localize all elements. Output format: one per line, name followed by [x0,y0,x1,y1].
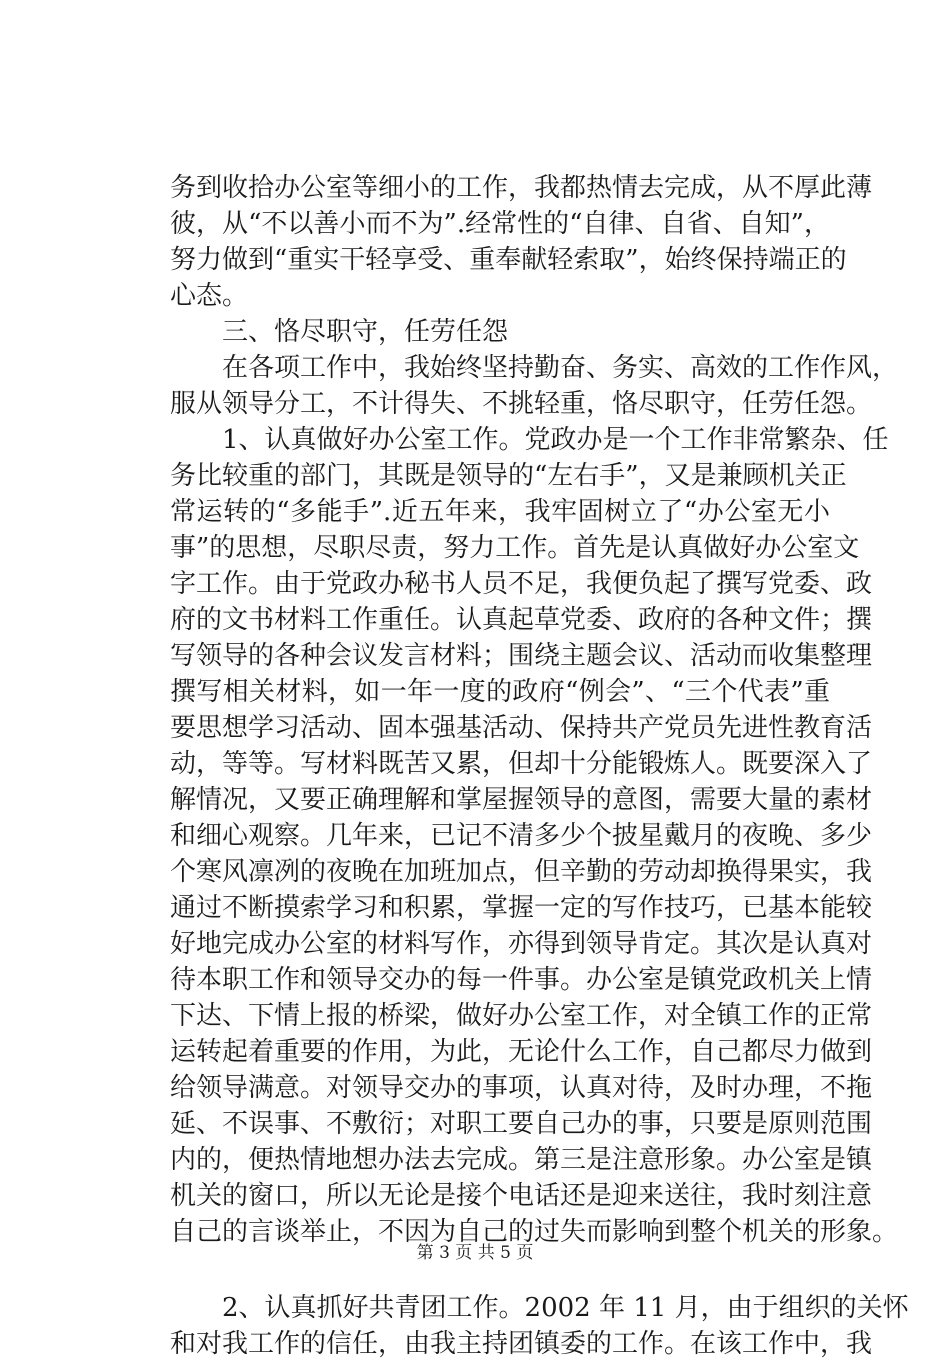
text-line: 和对我工作的信任，由我主持团镇委的工作。在该工作中，我 [170,1329,873,1359]
text-line: 写领导的各种会议发言材料；围绕主题会议、活动而收集整理 [170,641,873,671]
text-line: 1、认真做好办公室工作。党政办是一个工作非常繁杂、任 [222,425,889,455]
text-line: 运转起着重要的作用，为此，无论什么工作，自己都尽力做到 [170,1037,873,1067]
page-footer: 第 3 页 共 5 页 [416,1243,534,1263]
text-line: 务到收拾办公室等细小的工作，我都热情去完成，从不厚此薄 [170,173,873,203]
text-line: 个寒风凛冽的夜晚在加班加点，但辛勤的劳动却换得果实，我 [170,857,873,887]
text-line: 事”的思想，尽职尽责，努力工作。首先是认真做好办公室文 [170,533,860,563]
text-line: 解情况，又要正确理解和掌屋握领导的意图，需要大量的素材 [170,785,873,815]
text-line: 通过不断摸索学习和积累，掌握一定的写作技巧，已基本能较 [170,893,873,923]
text-line: 心态。 [170,281,249,311]
text-line: 动，等等。写材料既苦又累，但却十分能锻炼人。既要深入了 [170,749,873,779]
document-body [170,170,909,1362]
text-line: 彼，从“不以善小而不为”.经常性的“自律、自省、自知”， [170,209,830,239]
text-line: 和细心观察。几年来，已记不清多少个披星戴月的夜晚、多少 [170,821,873,851]
text-line: 下达、下情上报的桥梁，做好办公室工作，对全镇工作的正常 [170,1001,873,1031]
text-line: 自己的言谈举止，不因为自己的过失而影响到整个机关的形象。 [170,1217,899,1247]
text-line: 务比较重的部门，其既是领导的“左右手”，又是兼顾机关正 [170,461,847,491]
text-line: 服从领导分工，不计得失、不挑轻重，恪尽职守，任劳任怨。 [170,389,873,419]
text-line: 三、恪尽职守，任劳任怨 [222,317,509,347]
text-line: 待本职工作和领导交办的每一件事。办公室是镇党政机关上情 [170,965,873,995]
paragraph-block [170,170,899,1250]
text-line: 要思想学习活动、固本强基活动、保持共产党员先进性教育活 [170,713,873,743]
text-line: 字工作。由于党政办秘书人员不足，我便负起了撰写党委、政 [170,569,873,599]
text-line: 撰写相关材料，如一年一度的政府“例会”、“三个代表”重 [170,677,830,707]
text-line: 府的文书材料工作重任。认真起草党委、政府的各种文件；撰 [170,605,873,635]
text-line: 在各项工作中，我始终坚持勤奋、务实、高效的工作作风， [222,353,899,383]
text-line: 延、不误事、不敷衍；对职工要自己办的事，只要是原则范围 [170,1109,873,1139]
text-line: 努力做到“重实干轻享受、重奉献轻索取”，始终保持端正的 [170,245,847,275]
text-line: 好地完成办公室的材料写作，亦得到领导肯定。其次是认真对 [170,929,873,959]
paragraph-block [170,1290,909,1362]
text-line: 内的，便热情地想办法去完成。第三是注意形象。办公室是镇 [170,1145,873,1175]
text-line: 2、认真抓好共青团工作。2002 年 11 月，由于组织的关怀 [222,1293,909,1323]
text-line: 机关的窗口，所以无论是接个电话还是迎来送往，我时刻注意 [170,1181,873,1211]
text-line: 常运转的“多能手”.近五年来，我牢固树立了“办公室无小 [170,497,830,527]
text-line: 给领导满意。对领导交办的事项，认真对待，及时办理，不拖 [170,1073,873,1103]
